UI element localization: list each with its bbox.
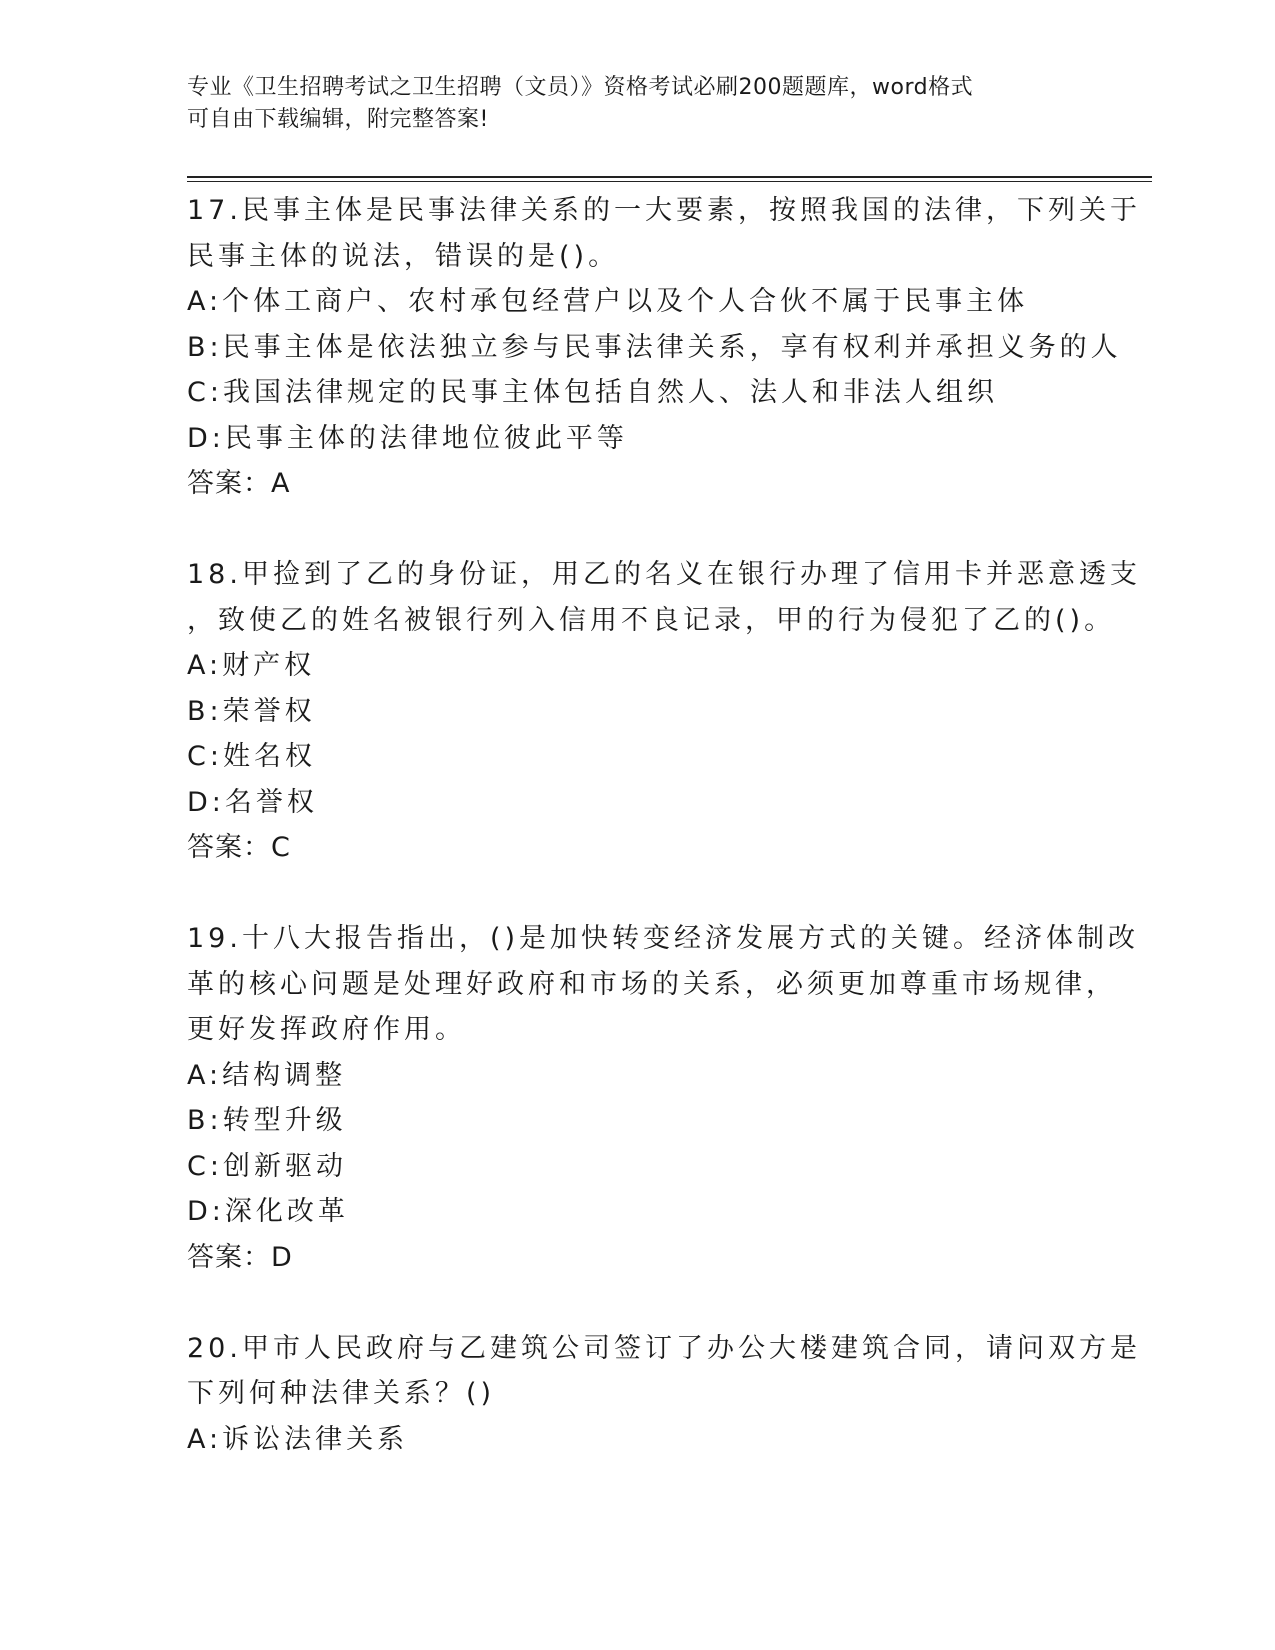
option-a: A:个体工商户、农村承包经营户以及个人合伙不属于民事主体 (187, 286, 1029, 317)
option-d: D:名誉权 (187, 786, 318, 818)
answer-label: 答案：C (187, 832, 291, 863)
question-text-line: 革的核心问题是处理好政府和市场的关系，必须更加尊重市场规律， (187, 968, 1117, 1000)
option-c: C:我国法律规定的民事主体包括自然人、法人和非法人组织 (187, 377, 998, 408)
question-text-line: 20.甲市人民政府与乙建筑公司签订了办公大楼建筑合同，请问双方是 (187, 1332, 1141, 1364)
answer-label: 答案：A (187, 468, 291, 499)
document-header (187, 72, 1067, 136)
question-spacer (187, 507, 1087, 553)
option-b: B:转型升级 (187, 1105, 347, 1136)
option-c: C:姓名权 (187, 741, 316, 772)
answer-label: 答案：D (187, 1241, 293, 1273)
question-17 (187, 188, 1141, 507)
option-b: B:民事主体是依法独立参与民事法律关系，享有权利并承担义务的人 (187, 331, 1122, 363)
question-text-line: ，致使乙的姓名被银行列入信用不良记录，甲的行为侵犯了乙的()。 (187, 604, 1116, 636)
option-d: D:民事主体的法律地位彼此平等 (187, 422, 628, 454)
question-18 (187, 552, 1141, 871)
question-text-line: 18.甲捡到了乙的身份证，用乙的名义在银行办理了信用卡并恶意透支 (187, 559, 1141, 590)
option-c: C:创新驱动 (187, 1150, 347, 1182)
question-text-line: 17.民事主体是民事法律关系的一大要素，按照我国的法律，下列关于 (187, 195, 1141, 226)
question-20 (187, 1326, 1141, 1463)
header-line-1: 专业《卫生招聘考试之卫生招聘（文员）》资格考试必刷200题题库，word格式 (187, 75, 974, 100)
option-d: D:深化改革 (187, 1196, 349, 1227)
question-19 (187, 916, 1140, 1280)
option-a: A:诉讼法律关系 (187, 1423, 409, 1455)
question-text-line: 19.十八大报告指出，()是加快转变经济发展方式的关键。经济体制改 (187, 923, 1140, 954)
question-spacer (187, 1280, 1087, 1326)
header-divider-thick (187, 176, 1152, 178)
question-spacer (187, 871, 1087, 917)
option-a: A:财产权 (187, 650, 316, 681)
option-a: A:结构调整 (187, 1059, 347, 1091)
question-text-line: 下列何种法律关系？() (187, 1378, 496, 1409)
option-b: B:荣誉权 (187, 695, 316, 727)
question-text-line: 民事主体的说法，错误的是()。 (187, 240, 620, 272)
question-list (187, 188, 1141, 1462)
question-text-line: 更好发挥政府作用。 (187, 1014, 466, 1045)
header-line-2: 可自由下载编辑，附完整答案! (187, 107, 489, 132)
header-divider-thin (187, 181, 1152, 182)
